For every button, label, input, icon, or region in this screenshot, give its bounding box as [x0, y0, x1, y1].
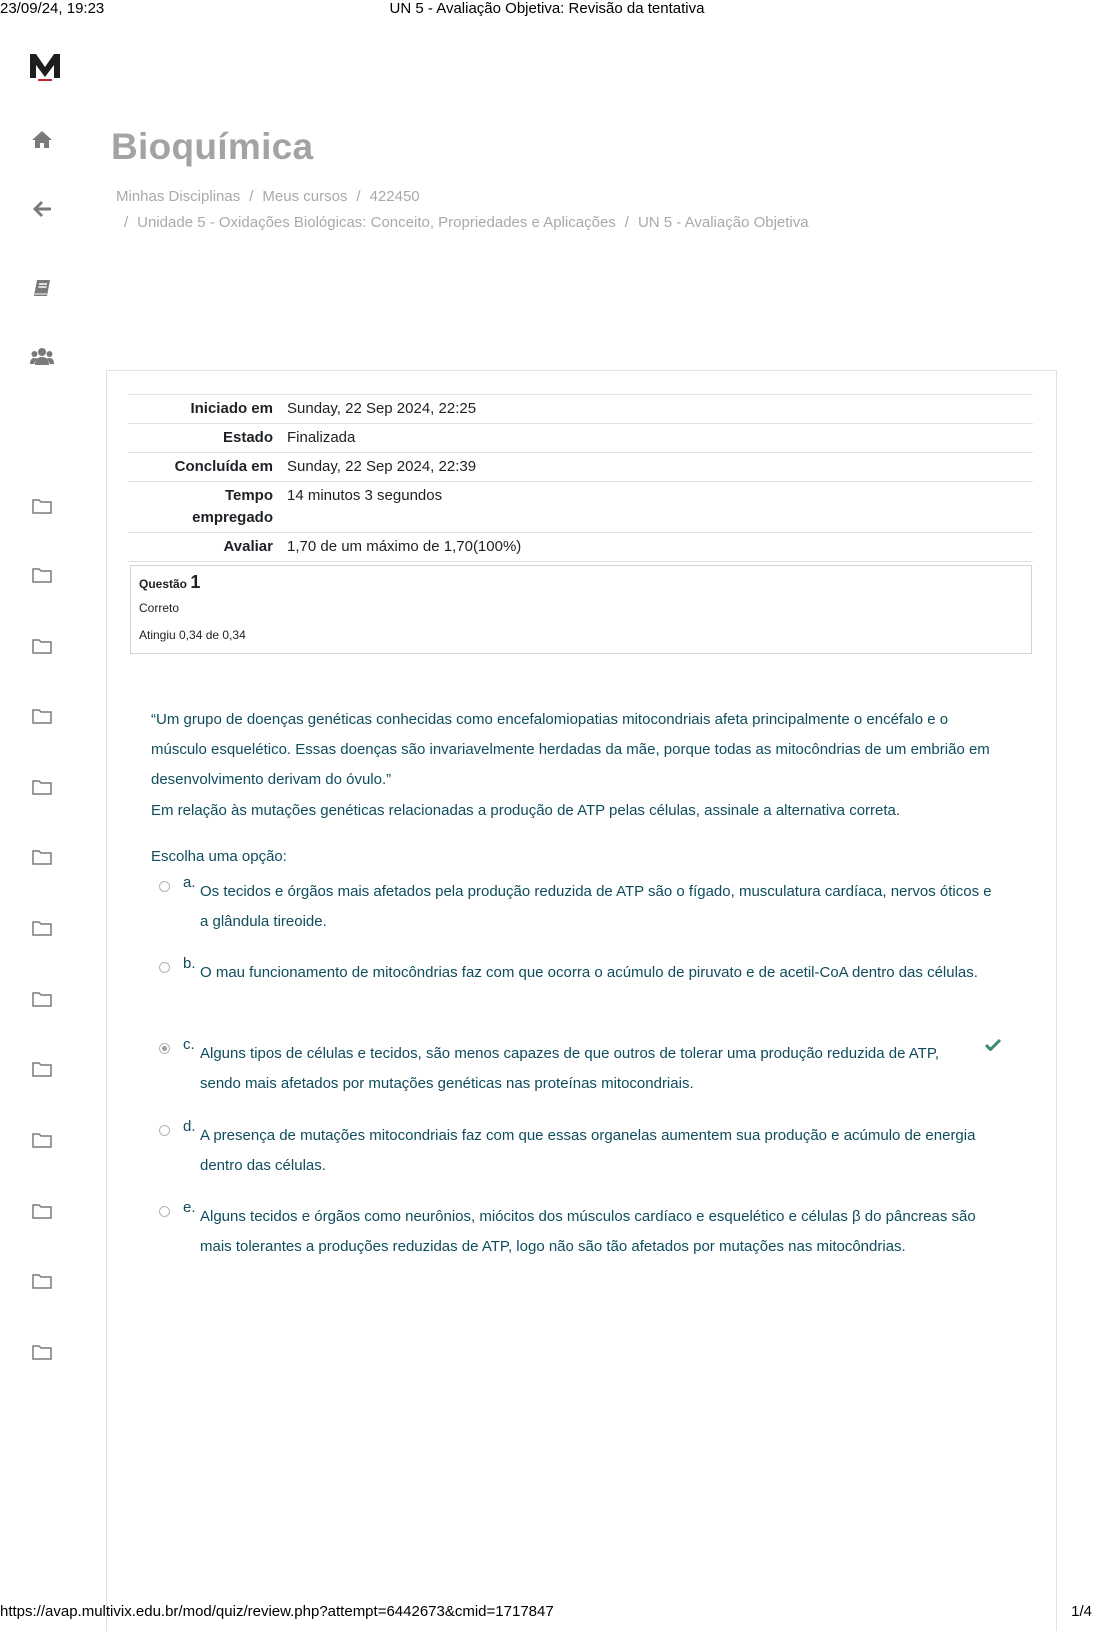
radio-button[interactable] — [159, 881, 170, 892]
breadcrumb-separator: / — [124, 214, 129, 231]
option-letter: e. — [183, 1199, 196, 1216]
logo-mark — [28, 50, 62, 82]
folder-icon[interactable] — [30, 1199, 54, 1223]
print-url: https://avap.multivix.edu.br/mod/quiz/review.php?attempt=6442673&cmid=1717847 — [0, 1603, 554, 1620]
breadcrumb-separator: / — [356, 188, 361, 205]
table-row — [128, 482, 1033, 533]
radio-button[interactable] — [159, 1125, 170, 1136]
question-info-box — [130, 565, 1032, 654]
folder-icon[interactable] — [30, 494, 54, 518]
answer-option-b[interactable] — [159, 953, 1019, 1013]
breadcrumb-separator: / — [249, 188, 254, 205]
breadcrumb-item[interactable]: 422450 — [369, 188, 420, 205]
answer-option-d[interactable] — [159, 1116, 1019, 1176]
option-text: Alguns tipos de células e tecidos, são menos capazes de que outros de tolerar uma produção reduzida de ATP, sendo mais afetados por mutações genéticas nas proteínas mitocondriais. — [200, 1045, 940, 1092]
users-icon[interactable] — [30, 344, 54, 368]
radio-button[interactable] — [159, 1206, 170, 1217]
folder-icon[interactable] — [30, 1128, 54, 1152]
question-grade: Atingiu 0,34 de 0,34 — [139, 628, 246, 642]
home-icon[interactable] — [30, 127, 54, 151]
option-text: O mau funcionamento de mitocôndrias faz com que ocorra o acúmulo de piruvato e de acetil-CoA dentro das células. — [200, 964, 978, 981]
site-logo[interactable] — [28, 50, 62, 82]
option-letter: d. — [183, 1118, 196, 1135]
summary-label: Iniciado em — [190, 400, 273, 417]
question-number — [139, 572, 200, 593]
breadcrumb-item[interactable]: Unidade 5 - Oxidações Biológicas: Conceito, Propriedades e Aplicações — [137, 214, 616, 231]
folder-icon[interactable] — [30, 1340, 54, 1364]
breadcrumb-row-2 — [124, 214, 809, 231]
print-page-number: 1/4 — [1071, 1603, 1092, 1620]
option-text: A presença de mutações mitocondriais faz com que essas organelas aumentem sua produção e acúmulo de energia dentro das células. — [200, 1127, 976, 1174]
folder-icon[interactable] — [30, 987, 54, 1011]
folder-icon[interactable] — [30, 775, 54, 799]
folder-icon[interactable] — [30, 634, 54, 658]
answer-option-a[interactable] — [159, 872, 1019, 932]
radio-button-selected[interactable] — [159, 1043, 170, 1054]
table-row — [128, 395, 1033, 424]
correct-check-icon — [985, 1038, 1001, 1056]
choose-option-label: Escolha uma opção: — [151, 848, 287, 865]
summary-label: Estado — [222, 429, 273, 446]
question-state: Correto — [139, 601, 180, 615]
table-row — [128, 533, 1033, 562]
option-letter: a. — [183, 874, 196, 891]
summary-value: 1,70 de um máximo de 1,70(100%) — [287, 538, 522, 555]
page-title: Bioquímica — [111, 126, 314, 167]
back-arrow-icon[interactable] — [30, 197, 54, 221]
summary-value: Sunday, 22 Sep 2024, 22:25 — [287, 400, 477, 417]
folder-icon[interactable] — [30, 916, 54, 940]
folder-icon[interactable] — [30, 1269, 54, 1293]
radio-button[interactable] — [159, 962, 170, 973]
question-text: “Um grupo de doenças genéticas conhecidas como encefalomiopatias mitocondriais afeta principalmente o encéfalo e o músculo esquelético. Essas doenças são invariavelmente herdadas da mãe, porque todas as mitocôndrias de um embrião em desenvolvimento derivam do óvulo.” — [151, 711, 990, 788]
summary-label: Tempo empregado — [192, 487, 273, 526]
folder-icon[interactable] — [30, 704, 54, 728]
answer-option-e[interactable] — [159, 1197, 1019, 1287]
summary-label: Avaliar — [223, 538, 273, 555]
print-footer — [0, 1603, 1094, 1623]
summary-value: 14 minutos 3 segundos — [287, 487, 443, 504]
summary-value: Sunday, 22 Sep 2024, 22:39 — [287, 458, 477, 475]
attempt-summary-table — [128, 394, 1033, 562]
table-row — [128, 424, 1033, 453]
folder-icon[interactable] — [30, 1057, 54, 1081]
breadcrumb — [116, 188, 420, 205]
option-letter: b. — [183, 955, 196, 972]
breadcrumb-separator: / — [624, 214, 629, 231]
print-page-title: UN 5 - Avaliação Objetiva: Revisão da tentativa — [389, 0, 705, 17]
folder-icon[interactable] — [30, 845, 54, 869]
summary-value: Finalizada — [287, 429, 356, 446]
breadcrumb-item[interactable]: Minhas Disciplinas — [116, 188, 241, 205]
breadcrumb-item[interactable]: Meus cursos — [262, 188, 348, 205]
print-header — [0, 0, 1094, 18]
breadcrumb-item[interactable]: UN 5 - Avaliação Objetiva — [637, 214, 809, 231]
folder-icon[interactable] — [30, 563, 54, 587]
summary-label: Concluída em — [174, 458, 273, 475]
option-text: Os tecidos e órgãos mais afetados pela produção reduzida de ATP são o fígado, musculatura cardíaca, nervos óticos e a glândula tireoide. — [200, 883, 992, 930]
answer-option-c[interactable] — [159, 1034, 1019, 1094]
print-datetime: 23/09/24, 19:23 — [0, 0, 105, 17]
question-label: Questão — [139, 577, 188, 591]
question-prompt: Em relação às mutações genéticas relacionadas a produção de ATP pelas células, assinale a alternativa correta. — [151, 802, 901, 819]
option-text: Alguns tecidos e órgãos como neurônios, miócitos dos músculos cardíaco e esquelético e células β do pâncreas são mais tolerantes a produções reduzidas de ATP, logo não são tão afetados por mutações nas mitocôndrias. — [200, 1208, 976, 1255]
book-icon[interactable] — [30, 276, 54, 300]
option-letter: c. — [183, 1036, 195, 1053]
table-row — [128, 453, 1033, 482]
question-number-value: 1 — [190, 572, 201, 592]
